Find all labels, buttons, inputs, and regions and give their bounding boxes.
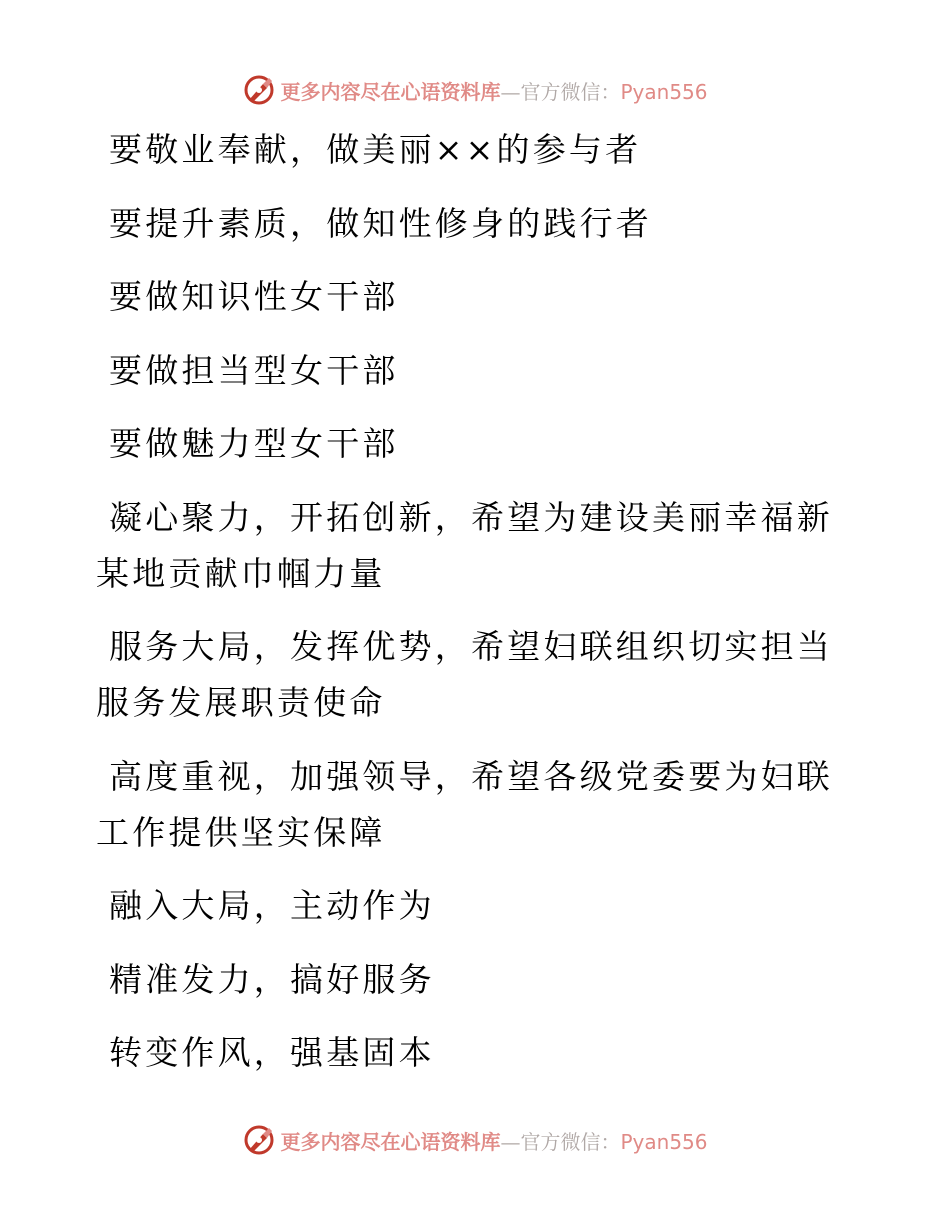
paragraph: 要做知识性女干部	[109, 277, 399, 316]
pen-logo-icon	[242, 73, 276, 107]
watermark-main: 更多内容尽在心语资料库	[280, 79, 501, 104]
paragraph: 要做担当型女干部	[109, 350, 399, 390]
paragraph: 要做魅力型女干部	[109, 424, 399, 463]
paragraph: 服务大局，发挥优势，希望妇联组织切实担当服务发展职责使命	[96, 627, 833, 722]
paragraph: 融入大局，主动作为	[109, 886, 435, 925]
watermark-sub: —官方微信：	[500, 1129, 621, 1154]
paragraph: 要敬业奉献，做美丽××的参与者	[109, 130, 642, 169]
watermark-main: 更多内容尽在心语资料库	[280, 1129, 501, 1154]
paragraph: 凝心聚力，开拓创新，希望为建设美丽幸福新某地贡献巾帼力量	[96, 497, 833, 593]
header-watermark	[0, 70, 950, 110]
footer-watermark	[0, 1120, 950, 1160]
pen-logo-icon	[242, 1123, 276, 1157]
watermark-text	[280, 76, 707, 105]
paragraph: 精准发力，搞好服务	[109, 959, 435, 999]
watermark-id: Pyan556	[620, 1129, 708, 1154]
watermark-text	[280, 1126, 707, 1155]
document-body	[96, 122, 836, 1099]
paragraph: 高度重视，加强领导，希望各级党委要为妇联工作提供坚实保障	[96, 756, 833, 852]
paragraph: 转变作风，强基固本	[109, 1033, 435, 1072]
watermark-sub: —官方微信：	[500, 79, 621, 104]
paragraph: 要提升素质，做知性修身的践行者	[109, 203, 652, 243]
watermark-id: Pyan556	[620, 79, 708, 104]
